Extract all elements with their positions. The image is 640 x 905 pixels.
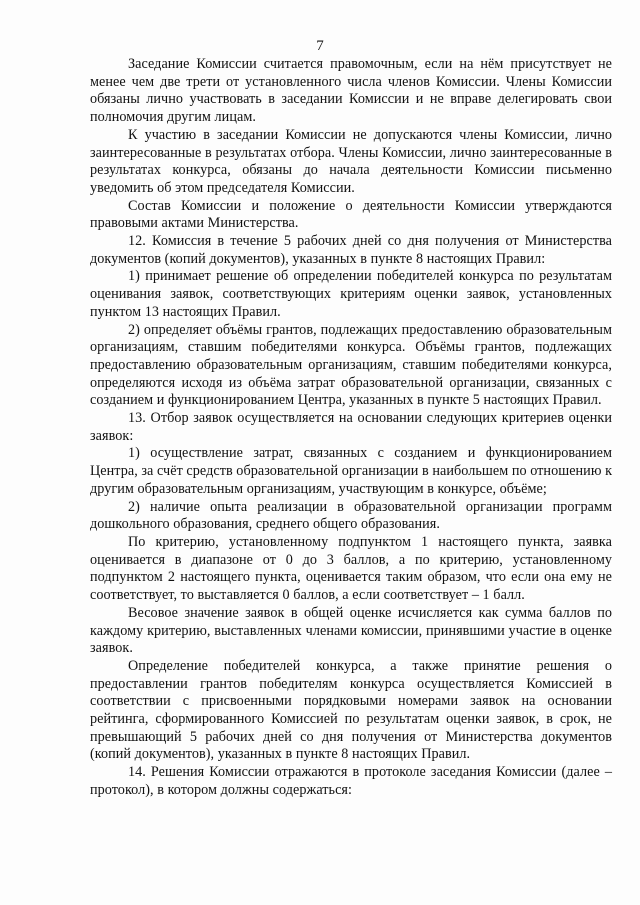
- paragraph-winners: Определение победителей конкурса, а также принятие решения о предоставлении грантов победителям конкурса осуществляется Комиссией в соответствии с присвоенными порядковыми номерами заявок на основании рейтинга, сформированного Комиссией по результатам оценки заявок, в срок, не превышающий 5 рабочих дней со дня получения от Министерства документов (копий документов), указанных в пункте 8 настоящих Правил.: [90, 657, 612, 763]
- paragraph-commission-composition: Состав Комиссии и положение о деятельности Комиссии утверждаются правовыми актами Министерства.: [90, 197, 612, 232]
- paragraph-criterion-1: 1) осуществление затрат, связанных с созданием и функционированием Центра, за счёт средств образовательной организации в наибольшем по отношению к другим образовательным организациям, участвующим в конкурсе, объёме;: [90, 445, 613, 497]
- paragraph-clause-14: 14. Решения Комиссии отражаются в протоколе заседания Комиссии (далее – протокол), в котором должны содержаться:: [90, 764, 612, 798]
- paragraph-criterion-2: 2) наличие опыта реализации в образовательной организации программ дошкольного образования, среднего общего образования.: [90, 498, 612, 533]
- paragraph-clause-13: 13. Отбор заявок осуществляется на основании следующих критериев оценки заявок:: [90, 410, 612, 444]
- paragraph-clause-12-item-2: 2) определяет объёмы грантов, подлежащих предоставлению образовательным организациям, ставшим победителями конкурса. Объёмы грантов, подлежащих предоставлению образовательным организациям, ставшим победителями конкурса, определяются исходя из объёма затрат образовательной организации, связанных с созданием и функционированием Центра, указанных в пункте 5 настоящих Правил.: [90, 321, 612, 409]
- paragraph-conflict-of-interest: К участию в заседании Комиссии не допускаются члены Комиссии, лично заинтересованные в результатах отбора. Члены Комиссии, лично заинтересованные в результатах конкурса, обязаны до начала деятельности Комиссии письменно уведомить об этом председателя Комиссии.: [90, 126, 612, 196]
- document-body: [90, 56, 612, 800]
- page-number: 7: [316, 38, 324, 54]
- paragraph-clause-12: 12. Комиссия в течение 5 рабочих дней со дня получения от Министерства документов (копий документов), указанных в пункте 8 настоящих Правил:: [90, 233, 612, 267]
- paragraph-quorum: Заседание Комиссии считается правомочным, если на нём присутствует не менее чем две трети от установленного числа членов Комиссии. Члены Комиссии обязаны лично участвовать в заседании Комиссии и не вправе делегировать свои полномочия другим лицам.: [90, 56, 612, 126]
- paragraph-weight: Весовое значение заявок в общей оценке исчисляется как сумма баллов по каждому критерию, выставленных членами комиссии, принявшими участие в оценке заявок.: [90, 604, 612, 657]
- paragraph-scoring: По критерию, установленному подпунктом 1 настоящего пункта, заявка оценивается в диапазоне от 0 до 3 баллов, а по критерию, установленному подпунктом 2 настоящего пункта, оценивается таким образом, что если она ему не соответствует, то выставляется 0 баллов, а если соответствует – 1 балл.: [90, 533, 612, 604]
- paragraph-clause-12-item-1: 1) принимает решение об определении победителей конкурса по результатам оценивания заявок, соответствующих критериям оценки заявок, установленных пунктом 13 настоящих Правил.: [90, 268, 612, 320]
